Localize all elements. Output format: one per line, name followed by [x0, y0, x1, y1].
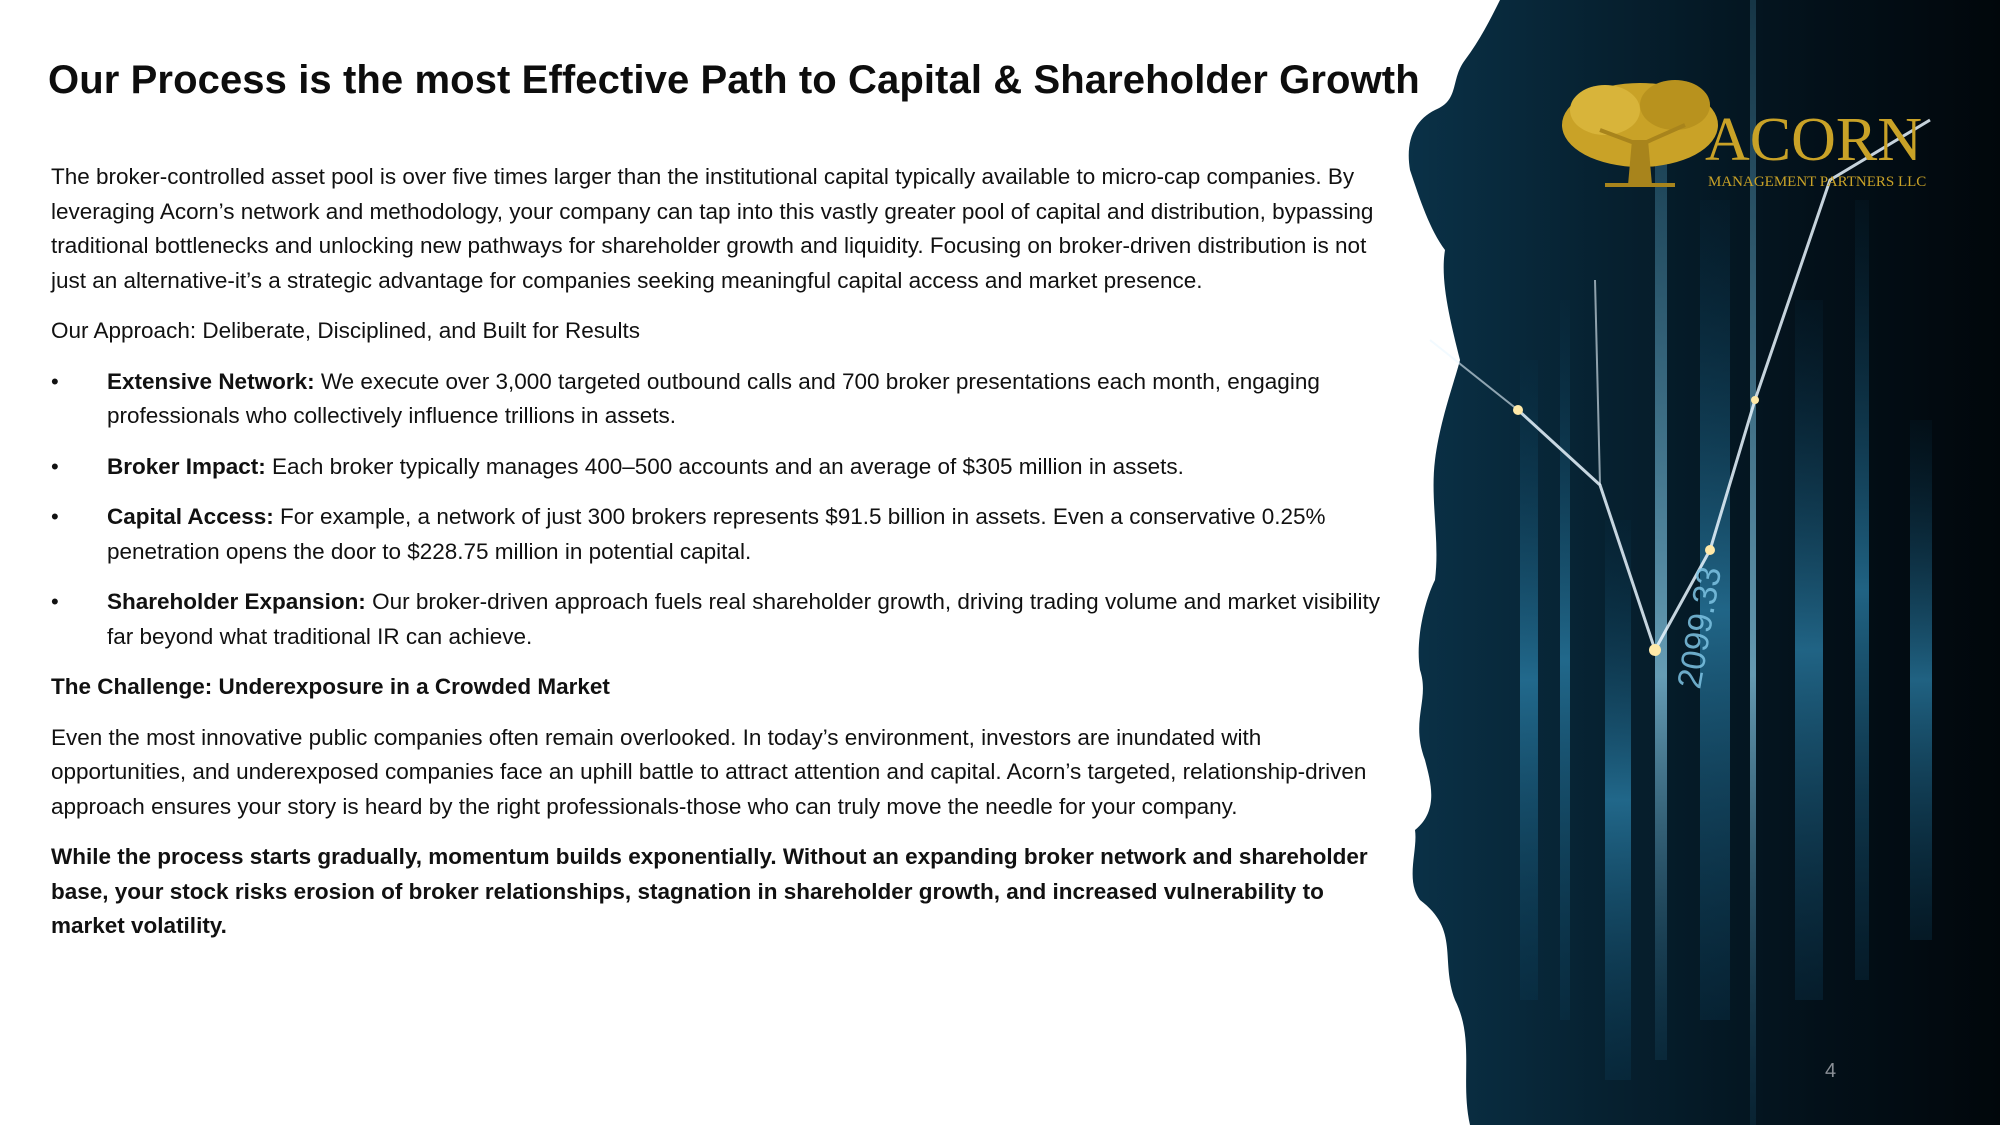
bullet-text: Our broker-driven approach fuels real shareholder growth, driving trading volume and market visibility far beyond what traditional IR can achieve.: [107, 589, 1381, 649]
bullet-item: [51, 500, 1396, 569]
network-node: [1649, 644, 1661, 656]
bullet-text: We execute over 3,000 targeted outbound calls and 700 broker presentations each month, engaging professionals who collectively influence trillions in assets.: [107, 368, 1320, 428]
network-node: [1751, 396, 1759, 404]
light-bar: [1855, 200, 1869, 980]
challenge-heading: The Challenge: Underexposure in a Crowded Market: [51, 674, 610, 699]
bullet-glyph: •: [51, 504, 59, 529]
bullet-label: Extensive Network:: [107, 368, 315, 394]
logo-tagline: MANAGEMENT PARTNERS LLC: [1708, 174, 1927, 190]
light-bar: [1655, 100, 1667, 1060]
light-bar: [1795, 300, 1823, 1000]
light-bar: [1605, 520, 1631, 1080]
bullet-item: [51, 585, 1396, 654]
bullet-label: Broker Impact:: [107, 453, 266, 479]
bullet-item: [51, 450, 1396, 485]
light-bar: [1560, 300, 1570, 1020]
bullet-text: For example, a network of just 300 brokers represents $91.5 billion in assets. Even a conservative 0.25% penetration opens the door to $228.75 million in potential capital.: [107, 504, 1326, 564]
bullet-glyph: •: [51, 589, 59, 614]
slide-body: [51, 160, 1396, 960]
page-number: 4: [1825, 1060, 1837, 1082]
bullet-glyph: •: [51, 368, 59, 394]
light-bar: [1520, 360, 1538, 1000]
bullet-label: Shareholder Expansion:: [107, 589, 366, 614]
bullet-label: Capital Access:: [107, 504, 274, 529]
company-logo: [1560, 70, 1960, 200]
network-node: [1513, 405, 1523, 415]
challenge-paragraph: Even the most innovative public companies often remain overlooked. In today’s environment, investors are inundated with opportunities, and underexposed companies face an uphill battle to attract attention and capital. Acorn’s targeted, relationship-driven approach ensures your story is heard by the right professionals-those who can truly move the needle for your company.: [51, 724, 1367, 819]
closing-paragraph: While the process starts gradually, momentum builds exponentially. Without an expanding broker network and shareholder base, your stock risks erosion of broker relationships, stagnation in shareholder growth, and increased vulnerability to market volatility.: [51, 844, 1368, 938]
approach-heading: Our Approach: Deliberate, Disciplined, and Built for Results: [51, 318, 641, 343]
oak-tree-icon: [1562, 80, 1718, 187]
bullet-text: Each broker typically manages 400–500 accounts and an average of $305 million in assets.: [265, 453, 1184, 479]
ticker-value: 2099.33: [1670, 563, 1730, 692]
bullet-item: [51, 365, 1396, 434]
bullet-glyph: •: [51, 453, 59, 479]
approach-bullet-list: [51, 365, 1396, 655]
network-node: [1705, 545, 1715, 555]
logo-wordmark: ACORN: [1705, 106, 1923, 174]
slide-title: Our Process is the most Effective Path to Capital & Shareholder Growth: [48, 58, 1420, 102]
intro-paragraph: The broker-controlled asset pool is over five times larger than the institutional capital typically available to micro-cap companies. By leveraging Acorn’s network and methodology, your company can tap into this vastly greater pool of capital and distribution, bypassing traditional bottlenecks and unlocking new pathways for shareholder growth and liquidity. Focusing on broker-driven distribution is not just an alternative-it’s a strategic advantage for companies seeking meaningful capital access and market presence.: [51, 164, 1374, 293]
light-bar: [1910, 420, 1932, 940]
